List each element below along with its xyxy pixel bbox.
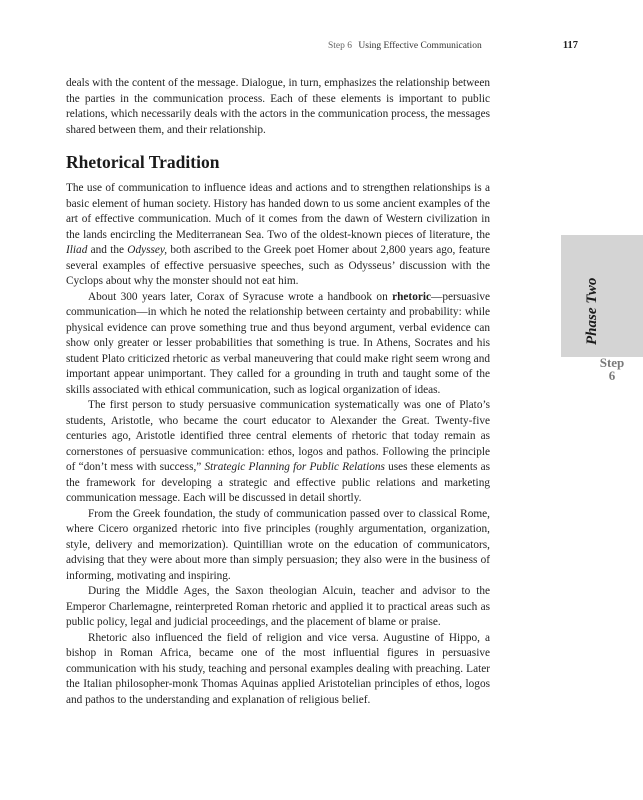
step-marker xyxy=(592,356,632,382)
paragraph-3 xyxy=(66,398,490,507)
section-heading: Rhetorical Tradition xyxy=(66,152,220,172)
page-number: 117 xyxy=(562,40,578,51)
paragraph-2-text-a: About 300 years later, Corax of Syracuse wrote a handbook on xyxy=(88,290,393,303)
paragraph-3-text-a: The first person to study persuasive communication systematically was one of Plato’s students, Aristotle, who became the court educator to Alexander the Great. Twenty-five centuries ago, Aristotle identified three central elements of rhetoric that today remain as cornerstones of persuasive communication: ethos, logos and pathos. Following the principle of “don’t mess with success,” xyxy=(66,399,490,473)
book-title: Strategic Planning for Public Relations xyxy=(204,461,385,473)
intro-paragraph: deals with the content of the message. Dialogue, in turn, emphasizes the relationship between the parties in the communication process. Each of these elements is important to public relations, which necessarily deals with the actors in the communication process, the messages shared between them, and their relationship. xyxy=(66,77,490,136)
running-head-step: Step 6 xyxy=(328,41,353,51)
paragraph-1-text-c: both ascribed to the Greek poet Homer about 2,800 years ago, feature several examples of effective persuasive speeches, such as Odysseus’ discussion with the Cyclops about why the monster should not eat him. xyxy=(66,244,490,287)
body-text xyxy=(66,76,490,708)
running-head-chapter-title: Using Effective Communication xyxy=(358,41,482,51)
rhetoric-term: rhetoric xyxy=(392,290,432,303)
running-head xyxy=(328,41,578,57)
paragraph-5: During the Middle Ages, the Saxon theologian Alcuin, teacher and advisor to the Emperor Charlemagne, reinterpreted Roman rhetoric and applied it to practical areas such as public policy, legal and judicial proceedings, and the placement of blame or praise. xyxy=(66,585,490,628)
paragraph-1-text-a: The use of communication to influence ideas and actions and to strengthen relationships is a basic element of human society. History has handed down to us some ancient examples of the art of effective communication. Much of it comes from the dawn of Western civilization in the lands encircling the Mediterranean Sea. Two of the oldest-known pieces of literature, the xyxy=(66,182,490,241)
paragraph-6: Rhetoric also influenced the field of religion and vice versa. Augustine of Hippo, a bishop in Roman Africa, became one of the most influential figures in persuasive communication with his study, teaching and personal examples dealing with preaching. Later the Italian philosopher-monk Thomas Aquinas applied Aristotelian principles of ethos, logos and pathos to the understanding and explanation of religious belief. xyxy=(66,631,490,706)
odyssey-title: Odyssey, xyxy=(127,244,168,256)
paragraph-2 xyxy=(66,290,490,399)
paragraph-1-text-b: and the xyxy=(87,244,128,256)
step-number: 6 xyxy=(608,368,616,383)
paragraph-4: From the Greek foundation, the study of communication passed over to classical Rome, where Cicero organized rhetoric into five principles (roughly argumentation, organization, style, delivery and memorization). Quintillian wrote on the education of communicators, advising that they were about more than simply persuasion; they also were in the business of informing, motivating and inspiring. xyxy=(66,507,490,582)
paragraph-2-text-b: —persuasive communication—in which he noted the relationship between certainty and probability: while physical evidence can prove something true and thus beyond argument, verbal evidence can show only greater or lesser probabilities that something is true. In Athens, Socrates and his student Plato criticized rhetoric as verbal maneuvering that could make right seem wrong and important appear unimportant. They called for a grounding in truth and taught some of the skills associated with ethical communication, such as logical organization of ideas. xyxy=(66,290,490,396)
step-word: Step xyxy=(599,355,625,370)
paragraph-3-text-b: uses these elements as the framework for developing a strategic and effective public relations and marketing communication message. Each will be discussed in detail shortly. xyxy=(66,461,490,504)
iliad-title: Iliad xyxy=(66,244,88,256)
paragraph-1 xyxy=(66,181,490,290)
phase-tab xyxy=(561,235,643,357)
phase-label: Phase Two xyxy=(584,277,600,345)
